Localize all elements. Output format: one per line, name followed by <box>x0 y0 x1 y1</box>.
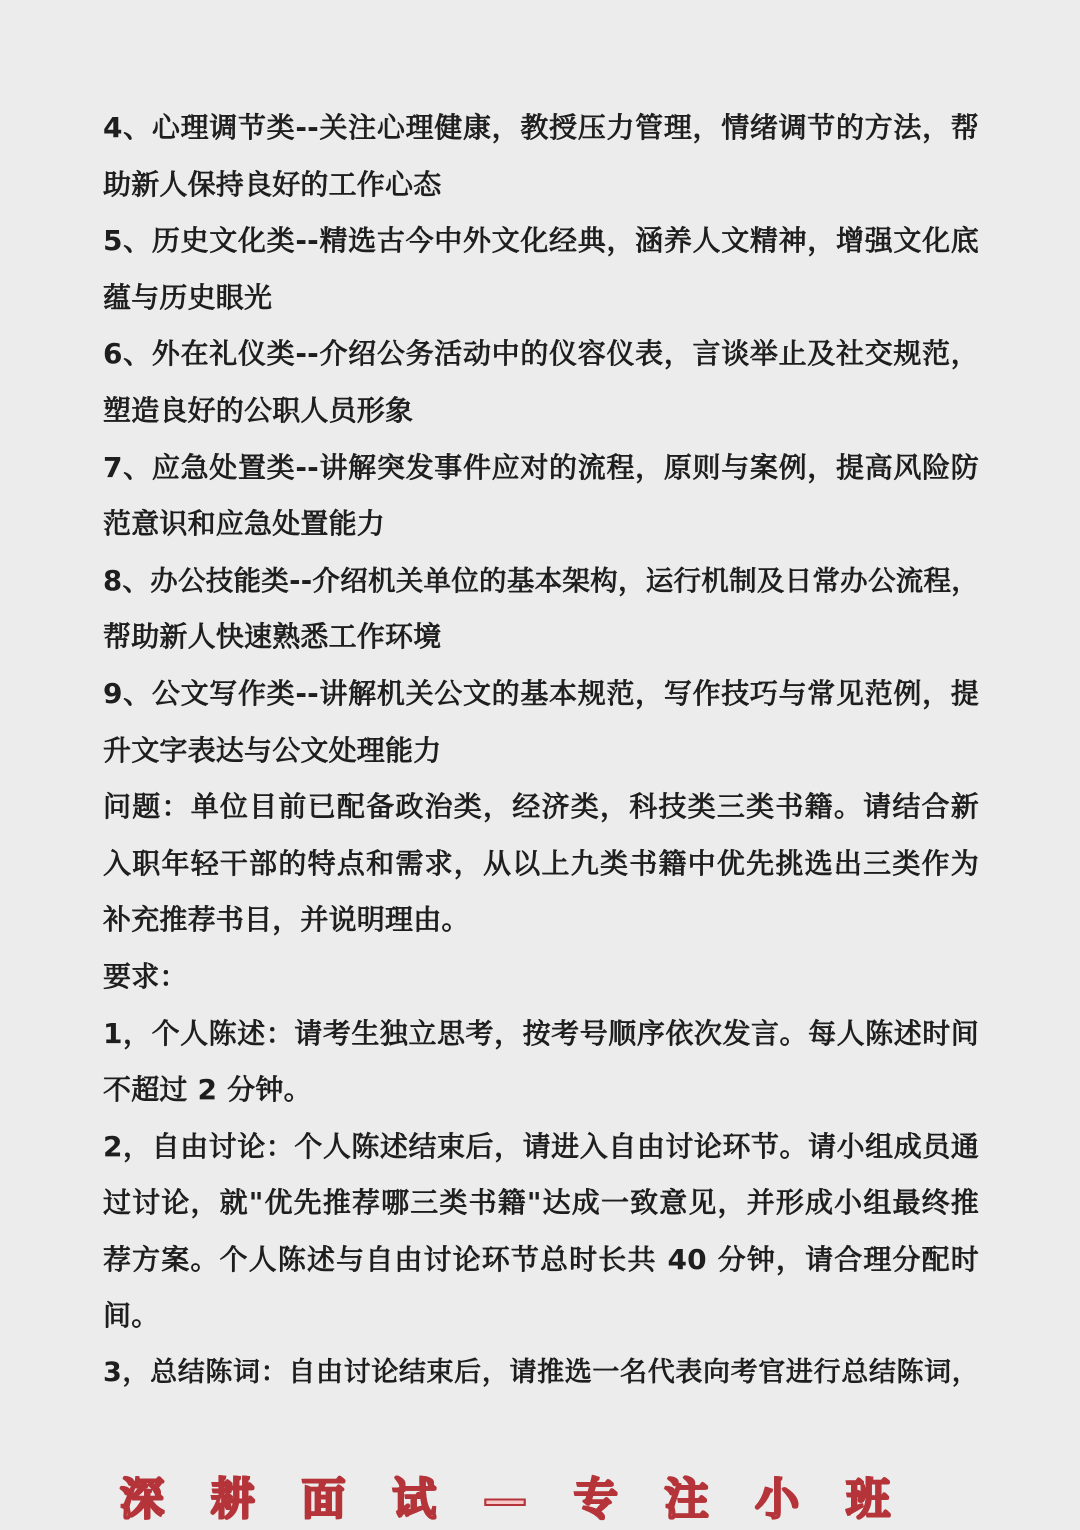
text-line-14: 入职年轻干部的特点和需求，从以上九类书籍中优先挑选出三类作为 <box>103 846 979 880</box>
slogan-char: 耕 <box>210 1474 255 1525</box>
text-line-17: 1，个人陈述：请考生独立思考，按考号顺序依次发言。每人陈述时间 <box>103 1016 979 1050</box>
text-line-22: 间。 <box>103 1299 160 1333</box>
text-line-12: 升文字表达与公文处理能力 <box>103 733 442 767</box>
text-line-4: 蕴与历史眼光 <box>103 280 273 314</box>
text-line-8: 范意识和应急处置能力 <box>103 507 386 541</box>
text-line-20: 过讨论，就"优先推荐哪三类书籍"达成一致意见，并形成小组最终推 <box>103 1186 979 1220</box>
text-line-2: 助新人保持良好的工作心态 <box>103 167 442 201</box>
text-line-1: 4、心理调节类--关注心理健康，教授压力管理，情绪调节的方法，帮 <box>103 111 979 144</box>
slogan-dash: — <box>483 1474 527 1525</box>
text-line-6: 塑造良好的公职人员形象 <box>103 393 414 427</box>
text-line-7: 7、应急处置类--讲解突发事件应对的流程，原则与案例，提高风险防 <box>103 450 979 484</box>
slogan-char: 深 <box>120 1474 164 1525</box>
text-line-11: 9、公文写作类--讲解机关公文的基本规范，写作技巧与常见范例，提 <box>103 676 979 710</box>
text-line-21: 荐方案。个人陈述与自由讨论环节总时长共 40 分钟，请合理分配时 <box>103 1242 979 1276</box>
slogan-char: 注 <box>664 1474 709 1525</box>
text-line-16: 要求： <box>103 959 188 993</box>
slogan-char: 小 <box>755 1474 800 1525</box>
slogan-char: 试 <box>392 1474 437 1525</box>
text-line-23: 3，总结陈词：自由讨论结束后，请推选一名代表向考官进行总结陈词， <box>103 1357 979 1389</box>
text-line-3: 5、历史文化类--精选古今中外文化经典，涵养人文精神，增强文化底 <box>103 224 979 258</box>
document-body <box>103 100 979 1402</box>
slogan-char: 专 <box>573 1474 618 1525</box>
slogan-char: 面 <box>301 1474 346 1525</box>
text-line-9: 8、办公技能类--介绍机关单位的基本架构，运行机制及日常办公流程， <box>103 564 979 597</box>
text-line-10: 帮助新人快速熟悉工作环境 <box>103 620 442 654</box>
slogan-char: 班 <box>846 1474 890 1525</box>
text-line-18: 不超过 2 分钟。 <box>103 1073 312 1107</box>
text-line-15: 补充推荐书目，并说明理由。 <box>103 903 470 937</box>
text-line-19: 2，自由讨论：个人陈述结束后，请进入自由讨论环节。请小组成员通 <box>103 1129 979 1163</box>
text-line-13: 问题：单位目前已配备政治类，经济类，科技类三类书籍。请结合新 <box>103 790 979 824</box>
text-line-5: 6、外在礼仪类--介绍公务活动中的仪容仪表，言谈举止及社交规范， <box>103 337 979 371</box>
footer-slogan <box>120 1470 890 1530</box>
